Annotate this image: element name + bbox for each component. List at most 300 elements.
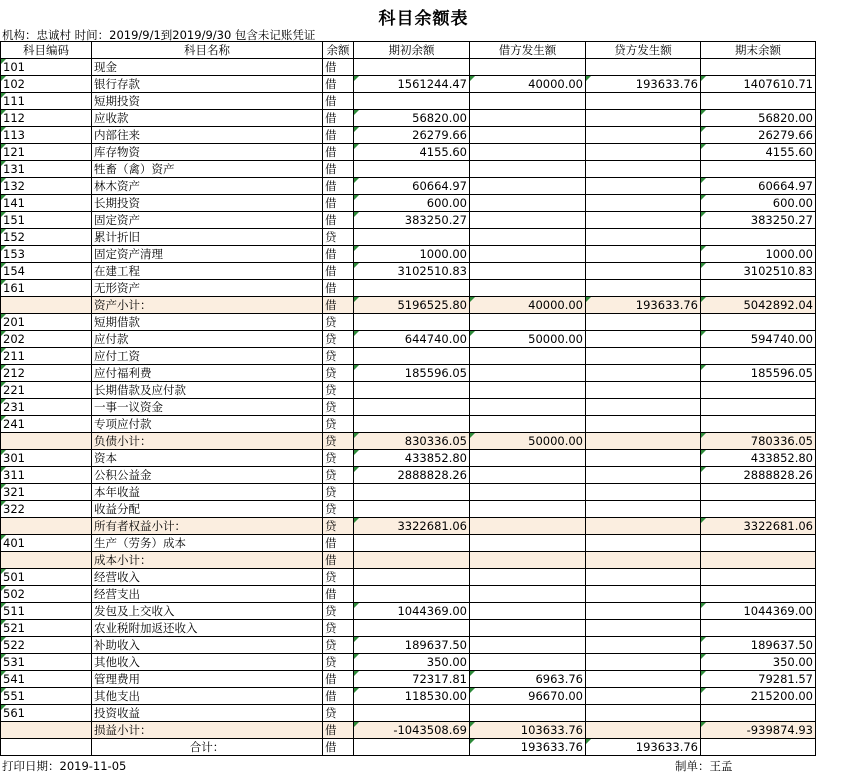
- table-row: [1, 637, 816, 654]
- report-maker: 制单：王孟: [675, 759, 733, 773]
- cell-credit: [586, 603, 701, 620]
- cell-name: 资产小计：: [92, 297, 323, 314]
- cell-credit: [586, 246, 701, 263]
- cell-closing: -939874.93: [701, 722, 816, 739]
- table-row: [1, 705, 816, 722]
- cell-code: 521: [1, 620, 92, 637]
- cell-code: 113: [1, 127, 92, 144]
- cell-direction: 贷: [323, 399, 354, 416]
- cell-direction: 借: [323, 195, 354, 212]
- table-row: [1, 348, 816, 365]
- cell-opening: 56820.00: [354, 110, 470, 127]
- cell-credit: [586, 195, 701, 212]
- cell-debit: [470, 144, 586, 161]
- cell-direction: 借: [323, 671, 354, 688]
- cell-debit: [470, 229, 586, 246]
- table-row: [1, 501, 816, 518]
- cell-opening: 185596.05: [354, 365, 470, 382]
- table-row: [1, 263, 816, 280]
- cell-debit: [470, 195, 586, 212]
- cell-name: 所有者权益小计：: [92, 518, 323, 535]
- cell-credit: [586, 110, 701, 127]
- cell-credit: 193633.76: [586, 76, 701, 93]
- cell-name: 短期借款: [92, 314, 323, 331]
- cell-direction: 贷: [323, 467, 354, 484]
- cell-name: 牲畜（禽）资产: [92, 161, 323, 178]
- cell-name: 长期借款及应付款: [92, 382, 323, 399]
- cell-closing: [701, 586, 816, 603]
- cell-name: 合计：: [92, 739, 323, 756]
- subtotal-row: [1, 552, 816, 569]
- cell-opening: -1043508.69: [354, 722, 470, 739]
- cell-closing: [701, 416, 816, 433]
- cell-closing: 1407610.71: [701, 76, 816, 93]
- cell-code: 501: [1, 569, 92, 586]
- cell-opening: 3322681.06: [354, 518, 470, 535]
- cell-credit: [586, 586, 701, 603]
- cell-debit: [470, 620, 586, 637]
- cell-credit: [586, 178, 701, 195]
- cell-name: 应付福利费: [92, 365, 323, 382]
- cell-code: 401: [1, 535, 92, 552]
- cell-closing: [701, 280, 816, 297]
- cell-direction: 贷: [323, 229, 354, 246]
- cell-opening: 2888828.26: [354, 467, 470, 484]
- cell-direction: 借: [323, 178, 354, 195]
- cell-credit: [586, 450, 701, 467]
- cell-code: 132: [1, 178, 92, 195]
- cell-direction: 借: [323, 688, 354, 705]
- cell-code: 561: [1, 705, 92, 722]
- cell-opening: [354, 382, 470, 399]
- cell-code: 511: [1, 603, 92, 620]
- cell-direction: 借: [323, 280, 354, 297]
- cell-code: [1, 739, 92, 756]
- cell-debit: 50000.00: [470, 331, 586, 348]
- cell-closing: 3102510.83: [701, 263, 816, 280]
- cell-name: 发包及上交收入: [92, 603, 323, 620]
- cell-closing: [701, 399, 816, 416]
- cell-credit: [586, 518, 701, 535]
- cell-code: 541: [1, 671, 92, 688]
- cell-name: 其他支出: [92, 688, 323, 705]
- cell-opening: 3102510.83: [354, 263, 470, 280]
- cell-debit: [470, 314, 586, 331]
- table-row: [1, 382, 816, 399]
- cell-debit: [470, 450, 586, 467]
- cell-closing: [701, 620, 816, 637]
- table-row: [1, 569, 816, 586]
- cell-closing: 1044369.00: [701, 603, 816, 620]
- cell-name: 无形资产: [92, 280, 323, 297]
- cell-closing: 2888828.26: [701, 467, 816, 484]
- cell-code: 131: [1, 161, 92, 178]
- cell-name: 本年收益: [92, 484, 323, 501]
- cell-credit: [586, 671, 701, 688]
- cell-credit: [586, 161, 701, 178]
- cell-name: 累计折旧: [92, 229, 323, 246]
- cell-opening: [354, 705, 470, 722]
- cell-closing: [701, 348, 816, 365]
- report-title: 科目余额表: [378, 9, 469, 29]
- cell-opening: 26279.66: [354, 127, 470, 144]
- cell-direction: 借: [323, 297, 354, 314]
- cell-closing: 5042892.04: [701, 297, 816, 314]
- cell-debit: [470, 263, 586, 280]
- cell-code: 121: [1, 144, 92, 161]
- cell-credit: [586, 263, 701, 280]
- cell-credit: [586, 416, 701, 433]
- cell-closing: [701, 705, 816, 722]
- cell-direction: 借: [323, 535, 354, 552]
- cell-debit: 6963.76: [470, 671, 586, 688]
- cell-debit: [470, 467, 586, 484]
- cell-code: 551: [1, 688, 92, 705]
- cell-debit: [470, 246, 586, 263]
- cell-credit: [586, 229, 701, 246]
- table-row: [1, 603, 816, 620]
- cell-credit: [586, 467, 701, 484]
- cell-credit: [586, 382, 701, 399]
- cell-direction: 借: [323, 59, 354, 76]
- cell-opening: [354, 416, 470, 433]
- cell-debit: [470, 569, 586, 586]
- cell-direction: 贷: [323, 518, 354, 535]
- cell-credit: [586, 501, 701, 518]
- cell-opening: [354, 59, 470, 76]
- cell-debit: [470, 280, 586, 297]
- cell-opening: 4155.60: [354, 144, 470, 161]
- cell-closing: 79281.57: [701, 671, 816, 688]
- cell-closing: 60664.97: [701, 178, 816, 195]
- cell-debit: [470, 161, 586, 178]
- cell-opening: 600.00: [354, 195, 470, 212]
- cell-name: 林木资产: [92, 178, 323, 195]
- cell-name: 应付工资: [92, 348, 323, 365]
- cell-direction: 贷: [323, 348, 354, 365]
- table-row: [1, 229, 816, 246]
- cell-debit: [470, 399, 586, 416]
- cell-closing: 3322681.06: [701, 518, 816, 535]
- cell-code: 502: [1, 586, 92, 603]
- cell-debit: [470, 654, 586, 671]
- cell-direction: 贷: [323, 450, 354, 467]
- cell-closing: [701, 501, 816, 518]
- cell-credit: [586, 688, 701, 705]
- cell-direction: 借: [323, 552, 354, 569]
- table-row: [1, 365, 816, 382]
- cell-name: 农业税附加返还收入: [92, 620, 323, 637]
- cell-name: 应付款: [92, 331, 323, 348]
- cell-debit: [470, 93, 586, 110]
- cell-name: 短期投资: [92, 93, 323, 110]
- subtotal-row: [1, 722, 816, 739]
- cell-closing: [701, 314, 816, 331]
- header-closing: 期末余额: [701, 42, 816, 59]
- cell-opening: 433852.80: [354, 450, 470, 467]
- header-credit: 贷方发生额: [586, 42, 701, 59]
- cell-direction: 贷: [323, 382, 354, 399]
- cell-closing: [701, 93, 816, 110]
- cell-credit: [586, 620, 701, 637]
- cell-name: 库存物资: [92, 144, 323, 161]
- report-info: 机构：忠诚村 时间：2019/9/1到2019/9/30 包含未记账凭证: [2, 28, 316, 42]
- cell-name: 在建工程: [92, 263, 323, 280]
- cell-debit: [470, 586, 586, 603]
- table-row: [1, 331, 816, 348]
- cell-opening: [354, 229, 470, 246]
- cell-opening: 189637.50: [354, 637, 470, 654]
- cell-debit: [470, 552, 586, 569]
- cell-name: 生产（劳务）成本: [92, 535, 323, 552]
- cell-credit: [586, 535, 701, 552]
- cell-opening: [354, 161, 470, 178]
- cell-direction: 借: [323, 212, 354, 229]
- cell-closing: 594740.00: [701, 331, 816, 348]
- cell-opening: [354, 501, 470, 518]
- table-row: [1, 688, 816, 705]
- cell-code: 322: [1, 501, 92, 518]
- cell-opening: 1000.00: [354, 246, 470, 263]
- table-row: [1, 586, 816, 603]
- cell-code: 161: [1, 280, 92, 297]
- cell-closing: [701, 161, 816, 178]
- cell-credit: [586, 365, 701, 382]
- cell-code: 102: [1, 76, 92, 93]
- header-code: 科目编码: [1, 42, 92, 59]
- cell-code: [1, 433, 92, 450]
- cell-code: 241: [1, 416, 92, 433]
- cell-opening: [354, 739, 470, 756]
- cell-code: 111: [1, 93, 92, 110]
- cell-credit: [586, 484, 701, 501]
- table-row: [1, 127, 816, 144]
- cell-credit: [586, 433, 701, 450]
- cell-code: 201: [1, 314, 92, 331]
- cell-name: 内部往来: [92, 127, 323, 144]
- table-row: [1, 93, 816, 110]
- cell-opening: [354, 280, 470, 297]
- cell-name: 固定资产: [92, 212, 323, 229]
- cell-name: 补助收入: [92, 637, 323, 654]
- cell-debit: [470, 110, 586, 127]
- subtotal-row: [1, 518, 816, 535]
- cell-direction: 贷: [323, 416, 354, 433]
- cell-direction: 借: [323, 127, 354, 144]
- cell-debit: [470, 501, 586, 518]
- cell-code: 101: [1, 59, 92, 76]
- cell-credit: [586, 637, 701, 654]
- cell-code: 301: [1, 450, 92, 467]
- balance-table: [0, 41, 816, 756]
- cell-direction: 借: [323, 110, 354, 127]
- table-row: [1, 144, 816, 161]
- cell-closing: 26279.66: [701, 127, 816, 144]
- cell-opening: 5196525.80: [354, 297, 470, 314]
- header-opening: 期初余额: [354, 42, 470, 59]
- cell-closing: 433852.80: [701, 450, 816, 467]
- cell-code: 154: [1, 263, 92, 280]
- table-row: [1, 195, 816, 212]
- subtotal-row: [1, 297, 816, 314]
- cell-name: 银行存款: [92, 76, 323, 93]
- cell-name: 公积公益金: [92, 467, 323, 484]
- cell-name: 长期投资: [92, 195, 323, 212]
- table-row: [1, 671, 816, 688]
- cell-credit: 193633.76: [586, 739, 701, 756]
- cell-opening: 1561244.47: [354, 76, 470, 93]
- cell-credit: [586, 722, 701, 739]
- cell-debit: [470, 416, 586, 433]
- table-row: [1, 161, 816, 178]
- cell-debit: [470, 518, 586, 535]
- cell-credit: [586, 280, 701, 297]
- cell-name: 经营收入: [92, 569, 323, 586]
- cell-direction: 借: [323, 263, 354, 280]
- table-row: [1, 399, 816, 416]
- cell-closing: 189637.50: [701, 637, 816, 654]
- cell-closing: [701, 739, 816, 756]
- cell-direction: 借: [323, 76, 354, 93]
- cell-debit: [470, 365, 586, 382]
- cell-code: 211: [1, 348, 92, 365]
- cell-opening: [354, 399, 470, 416]
- cell-opening: [354, 535, 470, 552]
- table-row: [1, 246, 816, 263]
- cell-opening: [354, 586, 470, 603]
- cell-opening: 383250.27: [354, 212, 470, 229]
- cell-name: 管理费用: [92, 671, 323, 688]
- table-row: [1, 110, 816, 127]
- cell-name: 成本小计：: [92, 552, 323, 569]
- cell-direction: 贷: [323, 620, 354, 637]
- cell-credit: [586, 569, 701, 586]
- cell-credit: [586, 59, 701, 76]
- table-row: [1, 654, 816, 671]
- cell-name: 应收款: [92, 110, 323, 127]
- cell-closing: [701, 552, 816, 569]
- cell-name: 负债小计：: [92, 433, 323, 450]
- cell-debit: [470, 127, 586, 144]
- cell-opening: [354, 569, 470, 586]
- cell-opening: [354, 348, 470, 365]
- cell-name: 固定资产清理: [92, 246, 323, 263]
- table-row: [1, 212, 816, 229]
- table-row: [1, 467, 816, 484]
- cell-opening: 1044369.00: [354, 603, 470, 620]
- cell-debit: [470, 637, 586, 654]
- cell-code: 522: [1, 637, 92, 654]
- table-row: [1, 280, 816, 297]
- cell-debit: [470, 484, 586, 501]
- cell-credit: [586, 705, 701, 722]
- cell-credit: [586, 93, 701, 110]
- cell-name: 一事一议资金: [92, 399, 323, 416]
- cell-direction: 贷: [323, 433, 354, 450]
- cell-debit: 193633.76: [470, 739, 586, 756]
- table-row: [1, 314, 816, 331]
- cell-direction: 贷: [323, 603, 354, 620]
- cell-closing: 56820.00: [701, 110, 816, 127]
- cell-opening: 830336.05: [354, 433, 470, 450]
- cell-direction: 贷: [323, 331, 354, 348]
- cell-opening: 72317.81: [354, 671, 470, 688]
- cell-code: 112: [1, 110, 92, 127]
- cell-debit: [470, 212, 586, 229]
- cell-opening: [354, 484, 470, 501]
- cell-code: 321: [1, 484, 92, 501]
- cell-debit: [470, 59, 586, 76]
- cell-name: 其他收入: [92, 654, 323, 671]
- cell-direction: 贷: [323, 705, 354, 722]
- cell-credit: [586, 399, 701, 416]
- table-row: [1, 416, 816, 433]
- cell-credit: [586, 552, 701, 569]
- cell-closing: [701, 484, 816, 501]
- cell-debit: 50000.00: [470, 433, 586, 450]
- cell-name: 资本: [92, 450, 323, 467]
- cell-direction: 贷: [323, 637, 354, 654]
- cell-credit: [586, 212, 701, 229]
- cell-opening: [354, 93, 470, 110]
- cell-direction: 借: [323, 739, 354, 756]
- cell-code: 141: [1, 195, 92, 212]
- cell-direction: 贷: [323, 484, 354, 501]
- cell-code: 152: [1, 229, 92, 246]
- total-row: [1, 739, 816, 756]
- cell-name: 投资收益: [92, 705, 323, 722]
- cell-closing: [701, 535, 816, 552]
- cell-direction: 借: [323, 161, 354, 178]
- cell-name: 经营支出: [92, 586, 323, 603]
- table-row: [1, 620, 816, 637]
- table-row: [1, 76, 816, 93]
- cell-direction: 借: [323, 93, 354, 110]
- cell-direction: 贷: [323, 501, 354, 518]
- subtotal-row: [1, 433, 816, 450]
- cell-credit: [586, 144, 701, 161]
- cell-code: 153: [1, 246, 92, 263]
- cell-direction: 借: [323, 246, 354, 263]
- cell-code: 531: [1, 654, 92, 671]
- cell-direction: 贷: [323, 365, 354, 382]
- cell-code: 212: [1, 365, 92, 382]
- cell-closing: [701, 59, 816, 76]
- cell-closing: 185596.05: [701, 365, 816, 382]
- cell-name: 收益分配: [92, 501, 323, 518]
- cell-direction: 贷: [323, 654, 354, 671]
- cell-credit: 193633.76: [586, 297, 701, 314]
- cell-closing: 1000.00: [701, 246, 816, 263]
- cell-opening: 60664.97: [354, 178, 470, 195]
- table-row: [1, 450, 816, 467]
- cell-opening: 644740.00: [354, 331, 470, 348]
- cell-closing: 600.00: [701, 195, 816, 212]
- cell-debit: 40000.00: [470, 297, 586, 314]
- cell-debit: [470, 705, 586, 722]
- cell-debit: [470, 382, 586, 399]
- cell-opening: [354, 314, 470, 331]
- cell-debit: [470, 535, 586, 552]
- cell-code: [1, 722, 92, 739]
- cell-code: [1, 297, 92, 314]
- cell-closing: 383250.27: [701, 212, 816, 229]
- header-name: 科目名称: [92, 42, 323, 59]
- cell-direction: 借: [323, 586, 354, 603]
- cell-code: 202: [1, 331, 92, 348]
- table-row: [1, 59, 816, 76]
- print-date: 打印日期：2019-11-05: [2, 759, 127, 773]
